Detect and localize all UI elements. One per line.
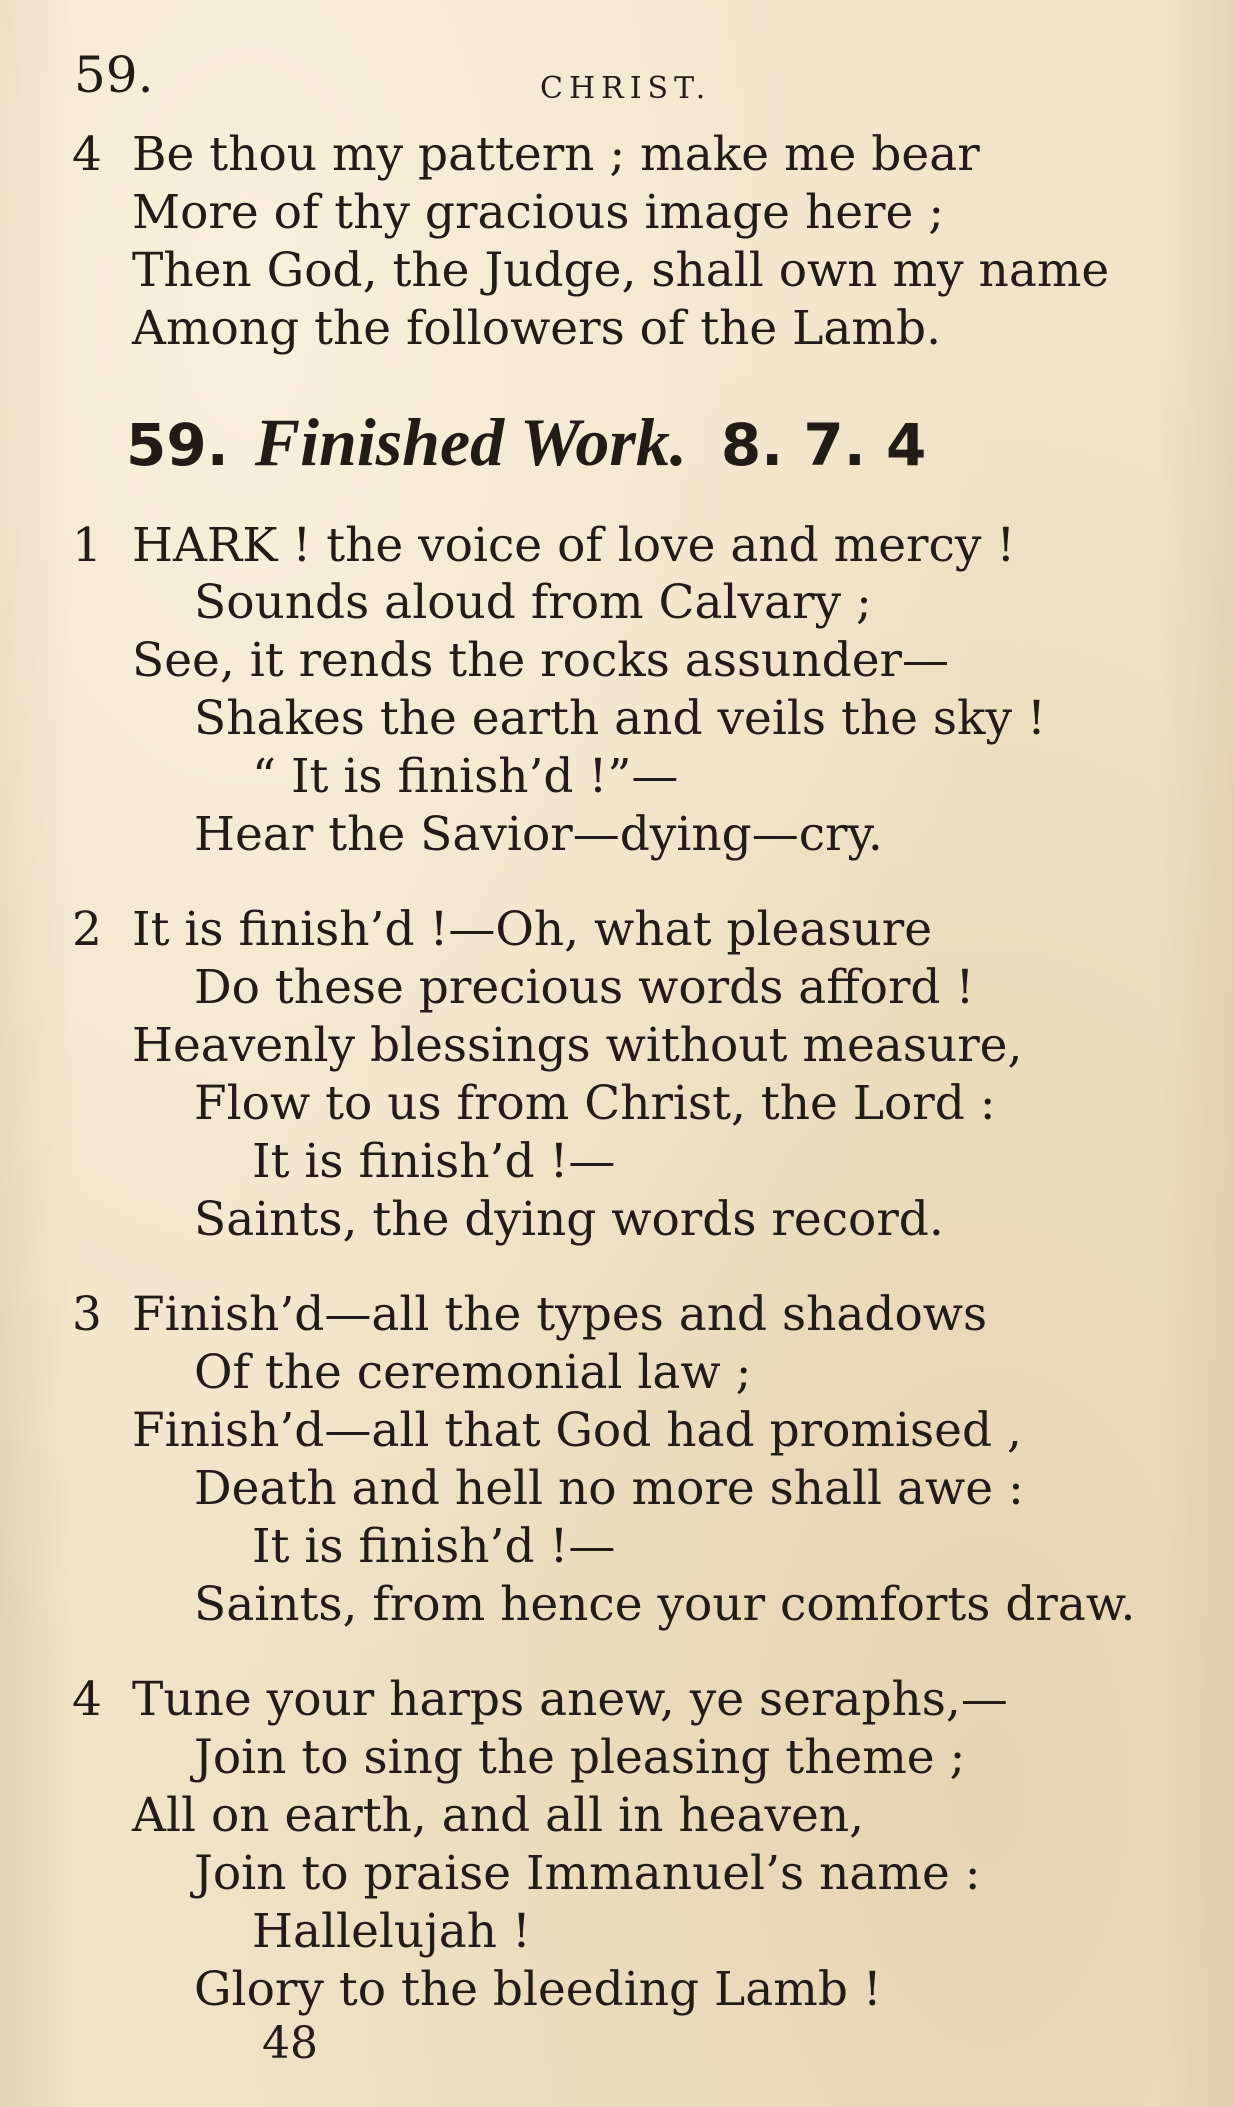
hymn-title xyxy=(126,404,927,480)
hymn-line: Then God, the Judge, shall own my name xyxy=(132,243,1110,298)
hymn-meter: 8. 7. 4 xyxy=(720,411,927,479)
hymn-line: It is finish’d !— xyxy=(252,1519,616,1574)
hymn-line: All on earth, and all in heaven, xyxy=(132,1788,865,1843)
hymn-line: Glory to the bleeding Lamb ! xyxy=(194,1962,882,2017)
hymn-line: Do these precious words afford ! xyxy=(194,960,975,1015)
hymn-line: Among the followers of the Lamb. xyxy=(132,301,942,356)
running-title: CHRIST. xyxy=(540,71,712,106)
hymn-line: Of the ceremonial law ; xyxy=(194,1345,752,1400)
hymn-line: It is finish’d !— xyxy=(252,1134,616,1189)
hymn-line: Saints, the dying words record. xyxy=(194,1192,944,1247)
hymn-line: Join to praise Immanuel’s name : xyxy=(194,1846,981,1901)
header-page-number: 59. xyxy=(74,46,154,104)
hymn-line: Flow to us from Christ, the Lord : xyxy=(194,1076,996,1131)
hymn-line: Saints, from hence your comforts draw. xyxy=(194,1577,1136,1632)
verse-number: 4 xyxy=(72,127,102,182)
verse-number: 3 xyxy=(72,1287,102,1342)
verse-number: 1 xyxy=(72,518,102,573)
hymn-line: More of thy gracious image here ; xyxy=(132,185,945,240)
hymn-line: “ It is finish’d !”— xyxy=(252,749,679,804)
footer-page-number: 48 xyxy=(262,2018,318,2069)
hymn-line: It is finish’d !—Oh, what pleasure xyxy=(132,902,933,957)
hymn-line: Finish’d—all that God had promised , xyxy=(132,1403,1022,1458)
hymn-line: Sounds aloud from Calvary ; xyxy=(194,575,872,630)
hymn-line: Heavenly blessings without measure, xyxy=(132,1018,1023,1073)
hymn-name: Finished Work. xyxy=(254,404,687,480)
hymn-line: HARK ! the voice of love and mercy ! xyxy=(132,518,1016,573)
hymn-line: Finish’d—all the types and shadows xyxy=(132,1287,988,1342)
verse-number: 4 xyxy=(72,1672,102,1727)
hymn-line: Death and hell no more shall awe : xyxy=(194,1461,1024,1516)
hymn-line: Shakes the earth and veils the sky ! xyxy=(194,691,1046,746)
hymn-line: See, it rends the rocks assunder— xyxy=(132,633,949,688)
hymn-line: Tune your harps anew, ye seraphs,— xyxy=(132,1672,1008,1727)
hymn-line: Be thou my pattern ; make me bear xyxy=(132,127,980,182)
hymn-number: 59. xyxy=(126,411,229,479)
hymn-line: Join to sing the pleasing theme ; xyxy=(194,1730,966,1785)
hymn-line: Hear the Savior—dying—cry. xyxy=(194,807,883,862)
hymn-line: Hallelujah ! xyxy=(252,1904,531,1959)
verse-number: 2 xyxy=(72,902,102,957)
